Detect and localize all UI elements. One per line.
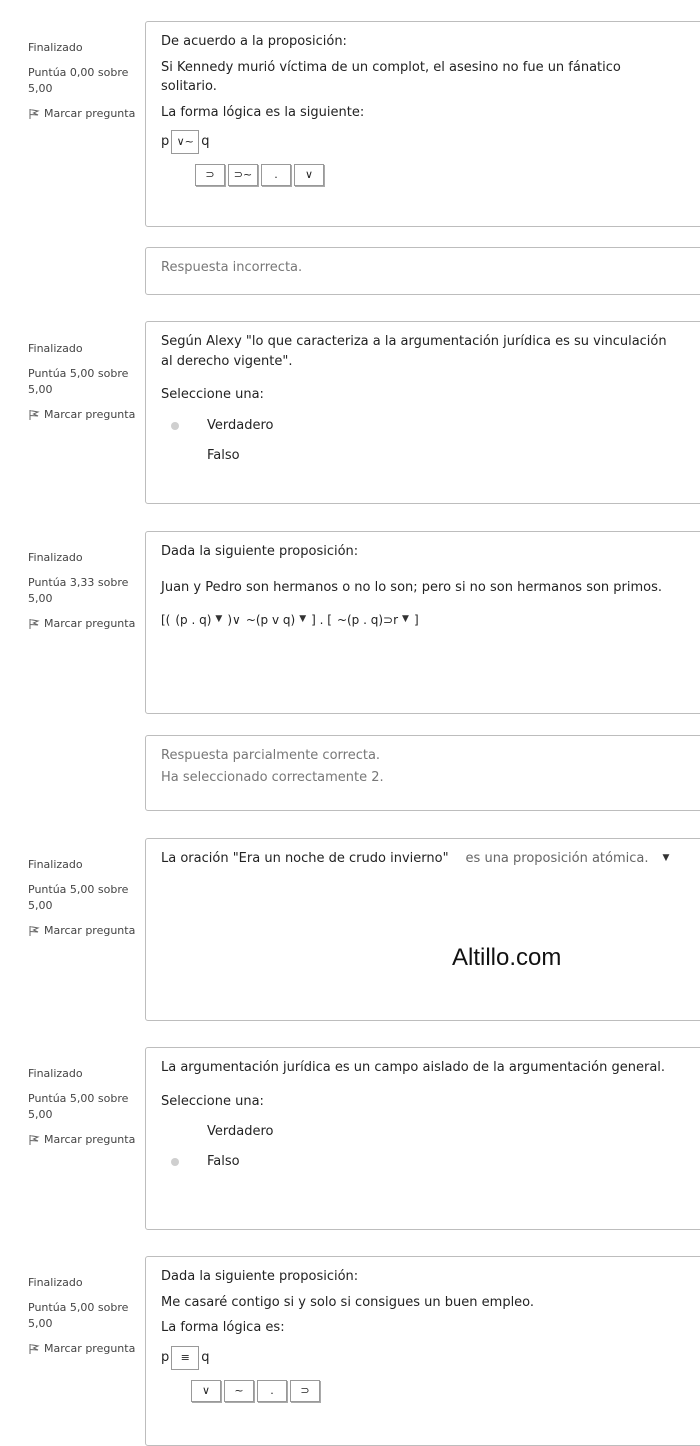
radio-unselected[interactable] xyxy=(171,452,179,460)
watermark-text: Altillo.com xyxy=(452,944,562,971)
drag-item-conjunction[interactable]: . xyxy=(261,164,291,186)
question-box-6 xyxy=(145,1256,700,1446)
flag-icon xyxy=(28,409,40,421)
question-info-1 xyxy=(28,40,138,122)
select-value: ~(p v q) xyxy=(245,613,296,627)
caret-down-icon: ▼ xyxy=(299,614,307,625)
question-text: Según Alexy "lo que caracteriza a la argumentación jurídica es su vinculación al derecho vigente". xyxy=(161,334,667,369)
caret-down-icon: ▼ xyxy=(662,853,670,863)
question-grade: Puntúa 3,33 sobre 5,00 xyxy=(28,575,129,605)
question-state: Finalizado xyxy=(28,1067,83,1080)
flag-question-button[interactable] xyxy=(28,1341,138,1357)
select-value: es una proposición atómica. xyxy=(465,851,649,866)
feedback-text: Respuesta incorrecta. xyxy=(161,260,303,275)
question-grade: Puntúa 0,00 sobre 5,00 xyxy=(28,65,129,95)
question-state: Finalizado xyxy=(28,342,83,355)
question-grade: Puntúa 5,00 sobre 5,00 xyxy=(28,882,129,912)
flag-label: Marcar pregunta xyxy=(44,407,136,421)
question-info-6 xyxy=(28,1275,138,1357)
question-grade: Puntúa 5,00 sobre 5,00 xyxy=(28,366,129,396)
option-label: Verdadero xyxy=(207,1124,274,1140)
formula-text: )∨ xyxy=(227,613,241,627)
flag-label: Marcar pregunta xyxy=(44,106,136,120)
question-text-line: Dada la siguiente proposición: xyxy=(161,1269,359,1284)
variable-q: q xyxy=(201,1349,210,1365)
question-info-3 xyxy=(28,550,138,632)
flag-icon xyxy=(28,1343,40,1355)
drag-items xyxy=(195,164,699,186)
logical-form xyxy=(161,1346,699,1370)
drop-zone[interactable]: ≡ xyxy=(171,1346,199,1370)
feedback-box-3 xyxy=(145,735,700,811)
select-3[interactable] xyxy=(334,611,412,629)
drag-items xyxy=(191,1380,699,1402)
option-false[interactable] xyxy=(161,441,699,471)
question-box-3 xyxy=(145,531,700,714)
variable-p: p xyxy=(161,134,170,150)
formula-text: [( xyxy=(161,613,171,627)
question-state: Finalizado xyxy=(28,858,83,871)
question-text-line: La forma lógica es la siguiente: xyxy=(161,104,365,120)
question-info-5 xyxy=(28,1066,138,1148)
variable-q: q xyxy=(201,134,210,150)
question-text-line: La forma lógica es: xyxy=(161,1320,285,1335)
drag-item-conditional[interactable]: ⊃ xyxy=(290,1380,320,1402)
option-false[interactable] xyxy=(161,1147,699,1177)
flag-label: Marcar pregunta xyxy=(44,616,136,630)
option-true[interactable] xyxy=(161,411,699,441)
radio-selected[interactable] xyxy=(171,1158,179,1166)
formula-text: ] xyxy=(413,613,419,627)
question-grade: Puntúa 5,00 sobre 5,00 xyxy=(28,1300,129,1330)
drag-item-conditional[interactable]: ⊃ xyxy=(195,164,225,186)
radio-unselected[interactable] xyxy=(171,1128,179,1136)
option-true[interactable] xyxy=(161,1117,699,1147)
select-value: (p . q) xyxy=(175,613,212,627)
feedback-box-1 xyxy=(145,247,700,295)
radio-selected[interactable] xyxy=(171,422,179,430)
option-label: Verdadero xyxy=(207,417,274,433)
drop-zone[interactable]: ∨~ xyxy=(171,130,199,154)
question-info-2 xyxy=(28,341,138,423)
drag-item-disjunction[interactable]: ∨ xyxy=(294,164,324,186)
question-state: Finalizado xyxy=(28,41,83,54)
option-label: Falso xyxy=(207,447,240,463)
flag-icon xyxy=(28,618,40,630)
select-prompt: Seleccione una: xyxy=(161,1093,264,1109)
flag-label: Marcar pregunta xyxy=(44,1341,136,1355)
caret-down-icon: ▼ xyxy=(402,614,409,625)
question-text-line: Juan y Pedro son hermanos o no lo son; pero si no son hermanos son primos. xyxy=(161,579,663,595)
caret-down-icon: ▼ xyxy=(215,614,223,625)
question-box-2 xyxy=(145,321,700,504)
select-value: ~(p . q)⊃r xyxy=(336,613,399,627)
flag-question-button[interactable] xyxy=(28,616,138,632)
flag-icon xyxy=(28,108,40,120)
formula-text: ] . [ xyxy=(311,613,332,627)
question-state: Finalizado xyxy=(28,1276,83,1289)
flag-icon xyxy=(28,1134,40,1146)
question-text: La argumentación jurídica es un campo aislado de la argumentación general. xyxy=(161,1060,666,1075)
question-box-4 xyxy=(145,838,700,1021)
question-box-1 xyxy=(145,21,700,227)
flag-question-button[interactable] xyxy=(28,407,138,423)
question-text-line: De acuerdo a la proposición: xyxy=(161,34,347,49)
flag-question-button[interactable] xyxy=(28,923,138,939)
select-2[interactable] xyxy=(243,611,309,629)
logical-form xyxy=(161,130,699,154)
select-1[interactable] xyxy=(172,611,225,629)
feedback-text: Ha seleccionado correctamente 2. xyxy=(161,770,384,786)
drag-item-conditional-negation[interactable]: ⊃~ xyxy=(228,164,258,186)
question-state: Finalizado xyxy=(28,551,83,564)
flag-question-button[interactable] xyxy=(28,106,138,122)
question-box-5 xyxy=(145,1047,700,1230)
flag-label: Marcar pregunta xyxy=(44,1132,136,1146)
question-text-line: Me casaré contigo si y solo si consigues un buen empleo. xyxy=(161,1294,535,1310)
drag-item-conjunction[interactable]: . xyxy=(257,1380,287,1402)
option-label: Falso xyxy=(207,1154,240,1170)
drag-item-negation[interactable]: ~ xyxy=(224,1380,254,1402)
question-grade: Puntúa 5,00 sobre 5,00 xyxy=(28,1091,129,1121)
select-prompt: Seleccione una: xyxy=(161,387,264,402)
flag-question-button[interactable] xyxy=(28,1132,138,1148)
answer-select[interactable] xyxy=(463,849,673,869)
drag-item-disjunction[interactable]: ∨ xyxy=(191,1380,221,1402)
question-text-line: Si Kennedy murió víctima de un complot, el asesino no fue un fánatico solitario. xyxy=(161,59,621,94)
question-text: La oración "Era un noche de crudo invierno" xyxy=(161,851,449,866)
feedback-text: Respuesta parcialmente correcta. xyxy=(161,748,381,763)
flag-icon xyxy=(28,925,40,937)
question-row xyxy=(161,849,699,869)
question-text-line: Dada la siguiente proposición: xyxy=(161,544,359,559)
flag-label: Marcar pregunta xyxy=(44,923,136,937)
question-info-4 xyxy=(28,857,138,939)
logical-form xyxy=(161,611,699,629)
variable-p: p xyxy=(161,1349,170,1365)
